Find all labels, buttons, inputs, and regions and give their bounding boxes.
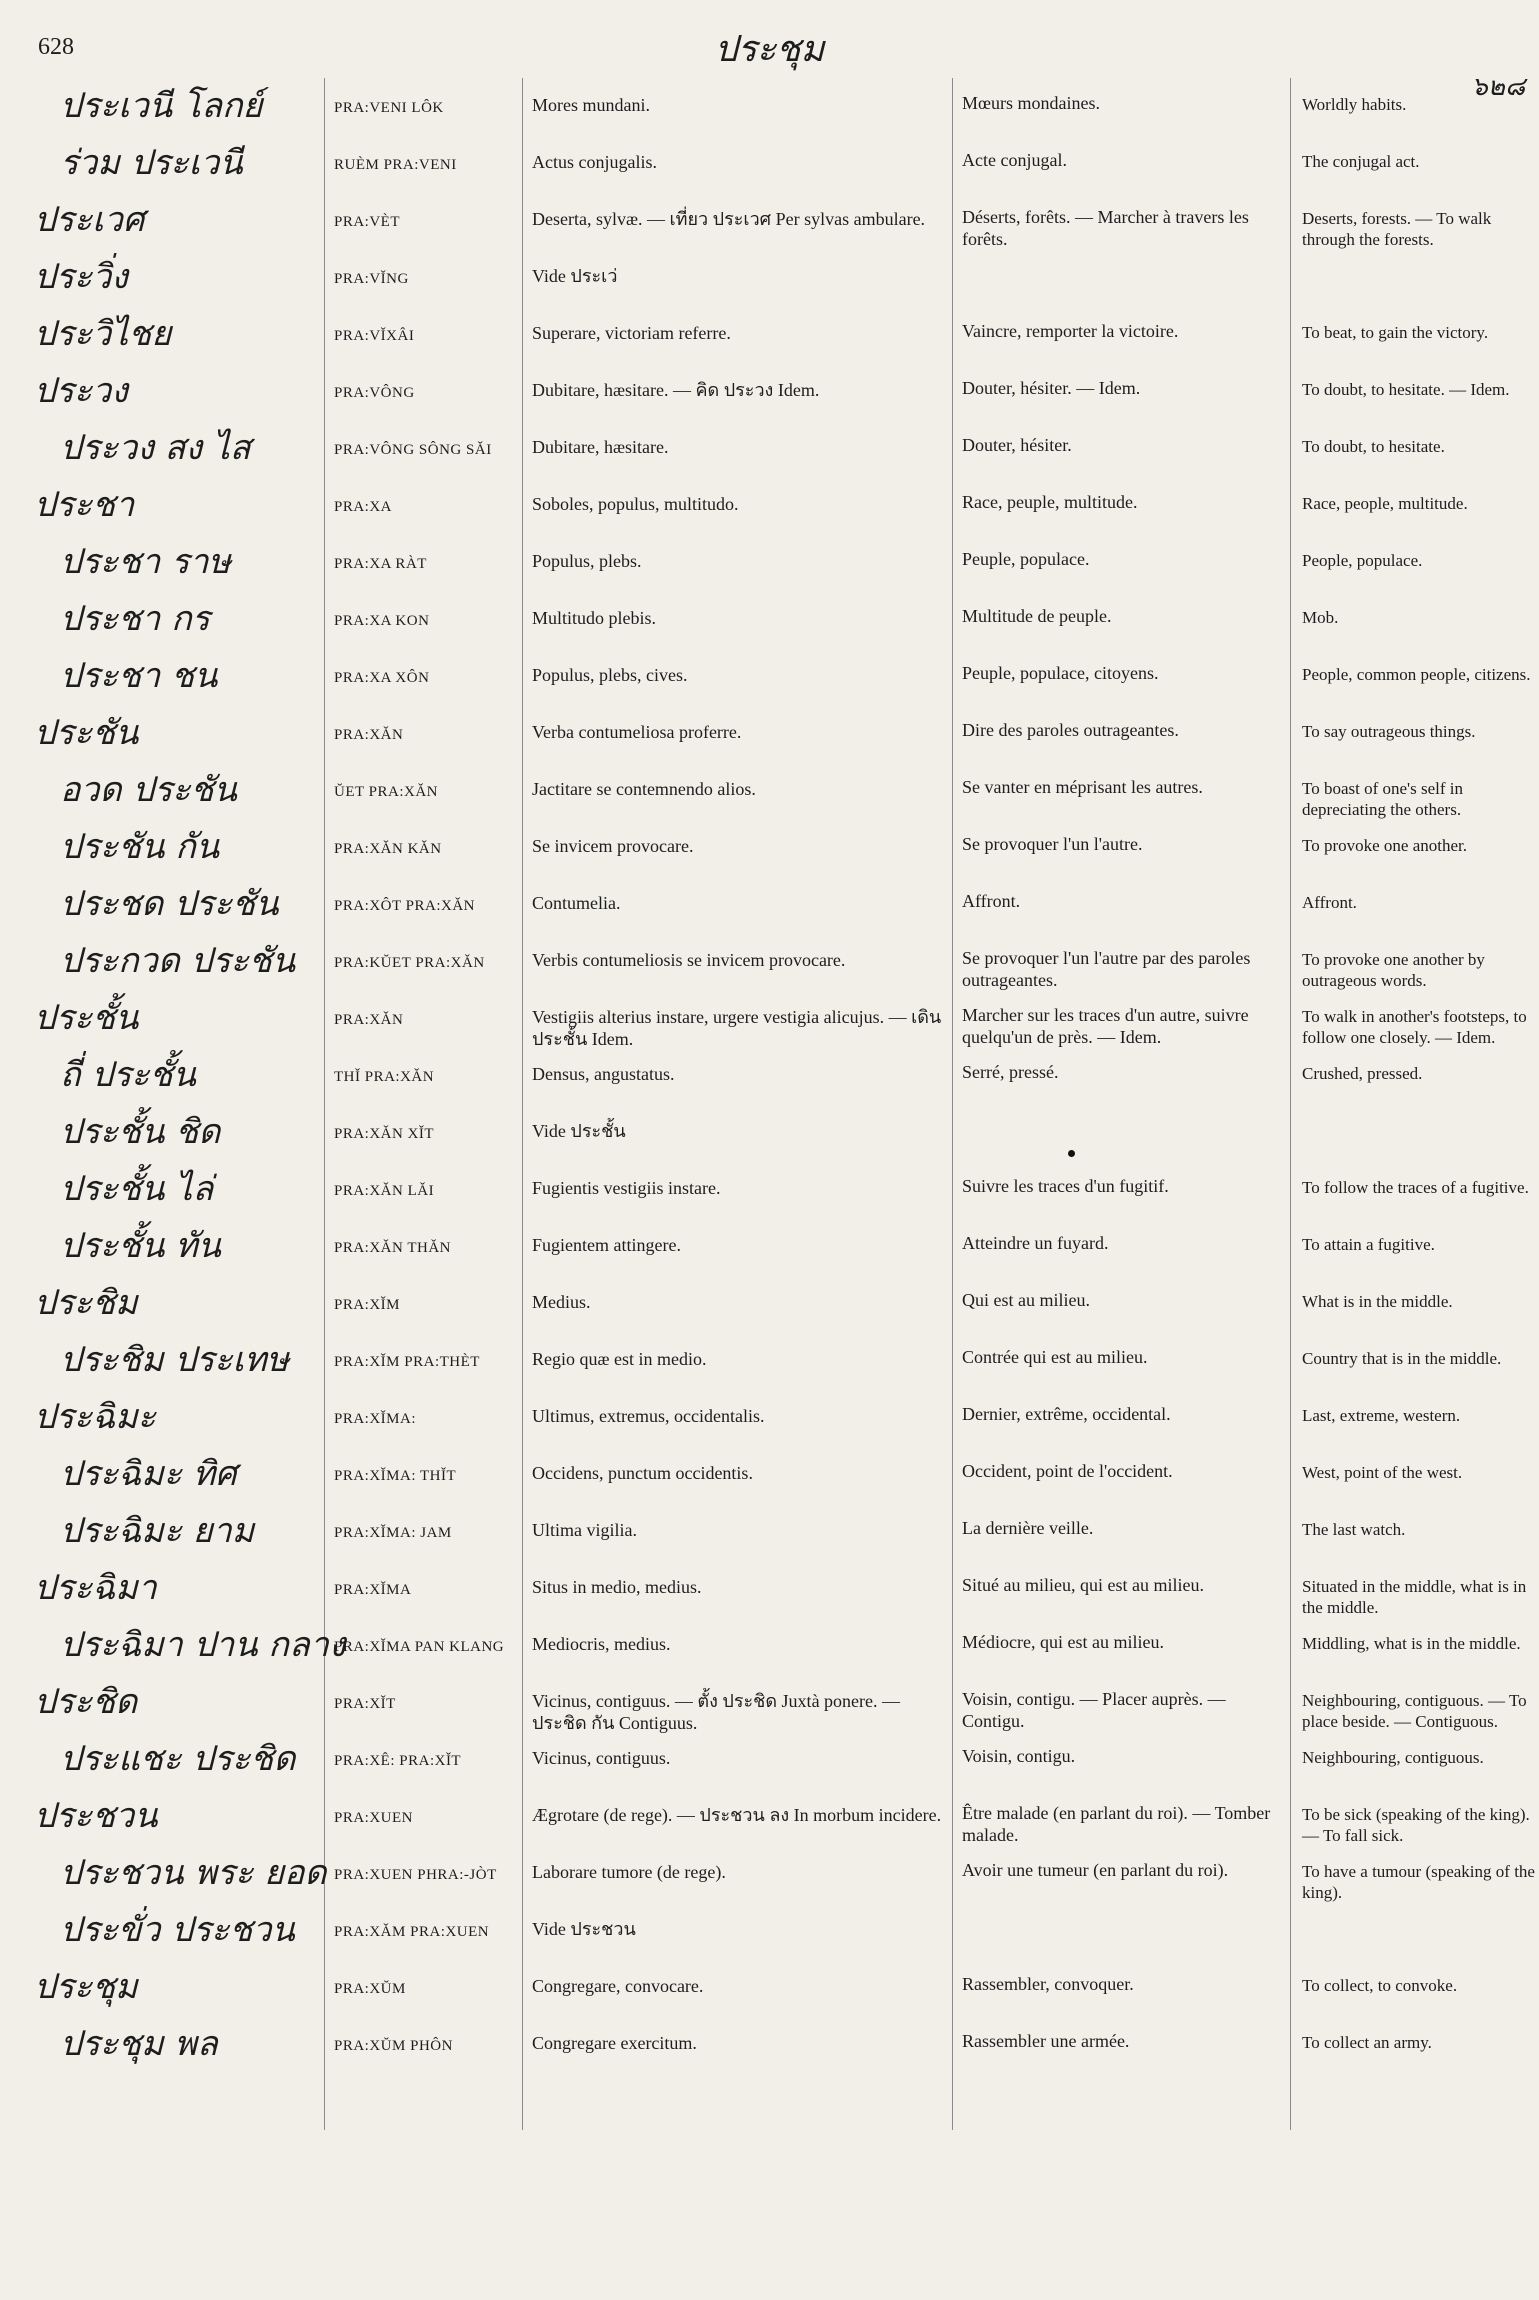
latin-definition: Deserta, sylvæ. — เที่ยว ประเวศ Per sylvas ambulare.: [532, 209, 926, 229]
romanization: PRA:XǏT: [334, 1696, 396, 1712]
headword-thai: ประชา ราษ: [60, 542, 231, 582]
headword-thai: ประชา ชน: [60, 656, 218, 696]
french-definition: Médiocre, qui est au milieu.: [962, 1632, 1164, 1652]
headword-thai: ประชิม ประเทษ: [60, 1340, 289, 1380]
entry-row: [0, 1851, 1539, 1908]
romanization: PRA:VÔNG: [334, 385, 415, 401]
headword-thai: อวด ประชัน: [60, 770, 237, 810]
headword-thai: ประชั้น: [34, 998, 139, 1038]
entry-row: [0, 1224, 1539, 1281]
headword-thai: ร่วม ประเวนี: [60, 143, 243, 183]
english-definition: West, point of the west.: [1302, 1463, 1463, 1482]
entry-row: [0, 1566, 1539, 1623]
romanization: PRA:XŬM PHÔN: [334, 2038, 453, 2054]
latin-definition: Regio quæ est in medio.: [532, 1349, 707, 1369]
romanization: PRA:XǍN XǏT: [334, 1126, 435, 1142]
english-definition: Situated in the middle, what is in the middle.: [1302, 1577, 1527, 1617]
english-definition: To provoke one another by outrageous words.: [1302, 950, 1485, 990]
entry-row: [0, 882, 1539, 939]
latin-definition: Situs in medio, medius.: [532, 1577, 702, 1597]
headword-thai: ประฉิมะ ทิศ: [60, 1454, 237, 1494]
english-definition: To boast of one's self in depreciating the others.: [1302, 779, 1463, 819]
entry-row: [0, 768, 1539, 825]
latin-definition: Populus, plebs, cives.: [532, 665, 688, 685]
entry-row: [0, 1737, 1539, 1794]
romanization: THǏ PRA:XǍN: [334, 1069, 435, 1085]
latin-definition: Medius.: [532, 1292, 591, 1312]
headword-thai: ประชา กร: [60, 599, 210, 639]
entry-row: [0, 1167, 1539, 1224]
thai-page-number: ๖๒๘: [1471, 72, 1525, 102]
english-definition: To doubt, to hesitate.: [1302, 437, 1445, 456]
headword-thai: ประเวศ: [34, 200, 145, 240]
headword-thai: ถี่ ประชั้น: [60, 1055, 196, 1095]
french-definition: La dernière veille.: [962, 1518, 1094, 1538]
headword-thai: ประวิไชย: [34, 314, 172, 354]
entry-row: [0, 255, 1539, 312]
headword-thai: ประชุม: [34, 1967, 138, 2007]
romanization: PRA:XA: [334, 499, 393, 515]
latin-definition: Jactitare se contemnendo alios.: [532, 779, 756, 799]
french-definition: Se provoquer l'un l'autre.: [962, 834, 1143, 854]
french-definition: Race, peuple, multitude.: [962, 492, 1138, 512]
entry-row: [0, 1965, 1539, 2022]
romanization: PRA:VǏXÂI: [334, 328, 415, 344]
headword-thai: ประชิด: [34, 1682, 138, 1722]
french-definition: Voisin, contigu.: [962, 1746, 1076, 1766]
french-definition: Peuple, populace.: [962, 549, 1090, 569]
entry-row: [0, 540, 1539, 597]
headword-thai: ประชั้น ชิด: [60, 1112, 221, 1152]
english-definition: To say outrageous things.: [1302, 722, 1476, 741]
english-definition: Country that is in the middle.: [1302, 1349, 1502, 1368]
headword-thai: ประชิม: [34, 1283, 138, 1323]
romanization: PRA:XUEN PHRA:-JÒT: [334, 1867, 497, 1883]
entry-row: [0, 84, 1539, 141]
entry-row: [0, 1281, 1539, 1338]
latin-definition: Contumelia.: [532, 893, 621, 913]
entry-row: [0, 996, 1539, 1053]
romanization: PRA:XA RÀT: [334, 556, 427, 572]
headword-thai: ประวิ่ง: [34, 257, 128, 297]
latin-definition: Vide ประชวน: [532, 1919, 636, 1939]
romanization: PRA:XǍM PRA:XUEN: [334, 1924, 490, 1940]
entry-row: [0, 1509, 1539, 1566]
entry-row: [0, 939, 1539, 996]
french-definition: Se vanter en méprisant les autres.: [962, 777, 1203, 797]
romanization: PRA:VENI LÔK: [334, 100, 444, 116]
romanization: PRA:XǏM PRA:THÈT: [334, 1354, 480, 1370]
english-definition: To collect, to convoke.: [1302, 1976, 1458, 1995]
headword-thai: ประฉิมะ ยาม: [60, 1511, 255, 1551]
ink-dot: [1068, 1150, 1075, 1157]
latin-definition: Verba contumeliosa proferre.: [532, 722, 742, 742]
latin-definition: Laborare tumore (de rege).: [532, 1862, 726, 1882]
latin-definition: Soboles, populus, multitudo.: [532, 494, 739, 514]
romanization: PRA:XǍN KǍN: [334, 841, 442, 857]
english-definition: To have a tumour (speaking of the king).: [1302, 1862, 1535, 1902]
english-definition: Neighbouring, contiguous.: [1302, 1748, 1484, 1767]
romanization: PRA:XǏMA: [334, 1582, 412, 1598]
entry-row: [0, 825, 1539, 882]
latin-definition: Congregare, convocare.: [532, 1976, 704, 1996]
french-definition: Rassembler, convoquer.: [962, 1974, 1134, 1994]
latin-definition: Se invicem provocare.: [532, 836, 694, 856]
romanization: PRA:VÔNG SÔNG SǍI: [334, 442, 492, 458]
romanization: PRA:XA KON: [334, 613, 430, 629]
english-definition: Mob.: [1302, 608, 1339, 627]
french-definition: Douter, hésiter. — Idem.: [962, 378, 1141, 398]
english-definition: To provoke one another.: [1302, 836, 1467, 855]
headword-thai: ประชัน กัน: [60, 827, 220, 867]
french-definition: Avoir une tumeur (en parlant du roi).: [962, 1860, 1229, 1880]
headword-thai: ประชา: [34, 485, 135, 525]
headword-thai: ประชวน พระ ยอด: [60, 1853, 327, 1893]
headword-thai: ประเวนี โลกย์: [60, 86, 263, 126]
latin-definition: Populus, plebs.: [532, 551, 642, 571]
english-definition: Neighbouring, contiguous. — To place beside. — Contiguous.: [1302, 1691, 1527, 1731]
english-definition: Affront.: [1302, 893, 1357, 912]
headword-thai: ประฉิมา: [34, 1568, 157, 1608]
french-definition: Déserts, forêts. — Marcher à travers les forêts.: [962, 207, 1249, 249]
entry-row: [0, 141, 1539, 198]
romanization: PRA:XǏMA:: [334, 1411, 417, 1427]
latin-definition: Ultimus, extremus, occidentalis.: [532, 1406, 765, 1426]
romanization: PRA:KŬET PRA:XǍN: [334, 955, 485, 971]
french-definition: Atteindre un fuyard.: [962, 1233, 1109, 1253]
headword-thai: ประขั่ว ประชวน: [60, 1910, 295, 1950]
french-definition: Peuple, populace, citoyens.: [962, 663, 1159, 683]
entry-row: [0, 483, 1539, 540]
french-definition: Voisin, contigu. — Placer auprès. — Contigu.: [962, 1689, 1226, 1731]
romanization: PRA:XÔT PRA:XǍN: [334, 898, 475, 914]
latin-definition: Verbis contumeliosis se invicem provocare.: [532, 950, 846, 970]
romanization: PRA:XǍN: [334, 727, 404, 743]
headword-thai: ประชุม พล: [60, 2024, 218, 2064]
english-definition: Last, extreme, western.: [1302, 1406, 1461, 1425]
entry-list: [0, 84, 1539, 2079]
headword-thai: ประชวน: [34, 1796, 158, 1836]
entry-row: [0, 1395, 1539, 1452]
romanization: PRA:VÈT: [334, 214, 401, 230]
latin-definition: Vide ประชั้น: [532, 1121, 626, 1141]
romanization: ŬET PRA:XǍN: [334, 784, 438, 800]
entry-row: [0, 1452, 1539, 1509]
french-definition: Suivre les traces d'un fugitif.: [962, 1176, 1169, 1196]
entry-row: [0, 426, 1539, 483]
headword-thai: ประชั้น ไล่: [60, 1169, 214, 1209]
romanization: PRA:XUEN: [334, 1810, 414, 1826]
french-definition: Rassembler une armée.: [962, 2031, 1130, 2051]
english-definition: To doubt, to hesitate. — Idem.: [1302, 380, 1510, 399]
romanization: PRA:XÊ: PRA:XǏT: [334, 1753, 462, 1769]
romanization: PRA:XǏM: [334, 1297, 401, 1313]
latin-definition: Superare, victoriam referre.: [532, 323, 731, 343]
headword-thai: ประชั้น ทัน: [60, 1226, 221, 1266]
romanization: PRA:XǍN THǍN: [334, 1240, 451, 1256]
entry-row: [0, 1794, 1539, 1851]
english-definition: What is in the middle.: [1302, 1292, 1453, 1311]
french-definition: Dernier, extrême, occidental.: [962, 1404, 1171, 1424]
headword-thai: ประชัน: [34, 713, 139, 753]
headword-thai: ประแชะ ประชิด: [60, 1739, 296, 1779]
latin-definition: Vicinus, contiguus.: [532, 1748, 671, 1768]
english-definition: To beat, to gain the victory.: [1302, 323, 1489, 342]
french-definition: Situé au milieu, qui est au milieu.: [962, 1575, 1204, 1595]
entry-row: [0, 1680, 1539, 1737]
entry-row: [0, 1623, 1539, 1680]
page-number: 628: [38, 34, 74, 60]
french-definition: Dire des paroles outrageantes.: [962, 720, 1179, 740]
entry-row: [0, 1053, 1539, 1110]
french-definition: Serré, pressé.: [962, 1062, 1059, 1082]
latin-definition: Ultima vigilia.: [532, 1520, 637, 1540]
romanization: PRA:XǍN: [334, 1012, 404, 1028]
french-definition: Se provoquer l'un l'autre par des paroles outrageantes.: [962, 948, 1251, 990]
latin-definition: Vestigiis alterius instare, urgere vestigia alicujus. — เดิน ประชั้น Idem.: [532, 1007, 942, 1049]
french-definition: Occident, point de l'occident.: [962, 1461, 1173, 1481]
french-definition: Être malade (en parlant du roi). — Tomber malade.: [962, 1803, 1271, 1845]
headword-thai: ประวง: [34, 371, 128, 411]
french-definition: Affront.: [962, 891, 1021, 911]
english-definition: To walk in another's footsteps, to follow one closely. — Idem.: [1302, 1007, 1527, 1047]
romanization: PRA:XǏMA PAN KLANG: [334, 1639, 505, 1655]
entry-row: [0, 312, 1539, 369]
english-definition: To attain a fugitive.: [1302, 1235, 1435, 1254]
latin-definition: Mores mundani.: [532, 95, 650, 115]
latin-definition: Dubitare, hæsitare. — คิด ประวง Idem.: [532, 380, 820, 400]
headword-thai: ประชด ประชัน: [60, 884, 279, 924]
latin-definition: Ægrotare (de rege). — ประชวน ลง In morbum incidere.: [532, 1805, 942, 1825]
french-definition: Marcher sur les traces d'un autre, suivre quelqu'un de près. — Idem.: [962, 1005, 1249, 1047]
english-definition: People, common people, citizens.: [1302, 665, 1531, 684]
entry-row: [0, 198, 1539, 255]
english-definition: To be sick (speaking of the king). — To fall sick.: [1302, 1805, 1530, 1845]
latin-definition: Fugientem attingere.: [532, 1235, 681, 1255]
latin-definition: Fugientis vestigiis instare.: [532, 1178, 721, 1198]
french-definition: Multitude de peuple.: [962, 606, 1112, 626]
entry-row: [0, 1908, 1539, 1965]
romanization: PRA:XǏMA: JAM: [334, 1525, 452, 1541]
english-definition: Crushed, pressed.: [1302, 1064, 1423, 1083]
headword-thai: ประฉิมา ปาน กลาง: [60, 1625, 346, 1665]
headword-thai: ประฉิมะ: [34, 1397, 156, 1437]
english-definition: Worldly habits.: [1302, 95, 1407, 114]
headword-thai: ประวง สง ไส: [60, 428, 251, 468]
entry-row: [0, 2022, 1539, 2079]
running-head: ประชุม: [714, 29, 825, 70]
latin-definition: Densus, angustatus.: [532, 1064, 675, 1084]
romanization: PRA:XA XÔN: [334, 670, 430, 686]
entry-row: [0, 654, 1539, 711]
latin-definition: Congregare exercitum.: [532, 2033, 697, 2053]
french-definition: Qui est au milieu.: [962, 1290, 1090, 1310]
english-definition: Deserts, forests. — To walk through the forests.: [1302, 209, 1492, 249]
latin-definition: Dubitare, hæsitare.: [532, 437, 669, 457]
english-definition: The last watch.: [1302, 1520, 1406, 1539]
romanization: PRA:XǏMA: THǏT: [334, 1468, 457, 1484]
french-definition: Contrée qui est au milieu.: [962, 1347, 1148, 1367]
english-definition: The conjugal act.: [1302, 152, 1420, 171]
latin-definition: Vicinus, contiguus. — ตั้ง ประชิด Juxtà ponere. — ประชิด กัน Contiguus.: [532, 1691, 901, 1733]
entry-row: [0, 597, 1539, 654]
headword-thai: ประกวด ประชัน: [60, 941, 296, 981]
romanization: PRA:XǍN LǍI: [334, 1183, 435, 1199]
french-definition: Acte conjugal.: [962, 150, 1067, 170]
entry-row: [0, 369, 1539, 426]
entry-row: [0, 711, 1539, 768]
latin-definition: Actus conjugalis.: [532, 152, 657, 172]
english-definition: Race, people, multitude.: [1302, 494, 1468, 513]
latin-definition: Multitudo plebis.: [532, 608, 657, 628]
english-definition: To collect an army.: [1302, 2033, 1432, 2052]
romanization: RUÈM PRA:VENI: [334, 157, 457, 173]
latin-definition: Vide ประเว่: [532, 266, 618, 286]
french-definition: Douter, hésiter.: [962, 435, 1072, 455]
english-definition: People, populace.: [1302, 551, 1423, 570]
french-definition: Vaincre, remporter la victoire.: [962, 321, 1179, 341]
english-definition: Middling, what is in the middle.: [1302, 1634, 1521, 1653]
latin-definition: Mediocris, medius.: [532, 1634, 671, 1654]
french-definition: Mœurs mondaines.: [962, 93, 1100, 113]
entry-row: [0, 1110, 1539, 1167]
romanization: PRA:VǏNG: [334, 271, 409, 287]
romanization: PRA:XŬM: [334, 1981, 406, 1997]
latin-definition: Occidens, punctum occidentis.: [532, 1463, 753, 1483]
entry-row: [0, 1338, 1539, 1395]
english-definition: To follow the traces of a fugitive.: [1302, 1178, 1529, 1197]
